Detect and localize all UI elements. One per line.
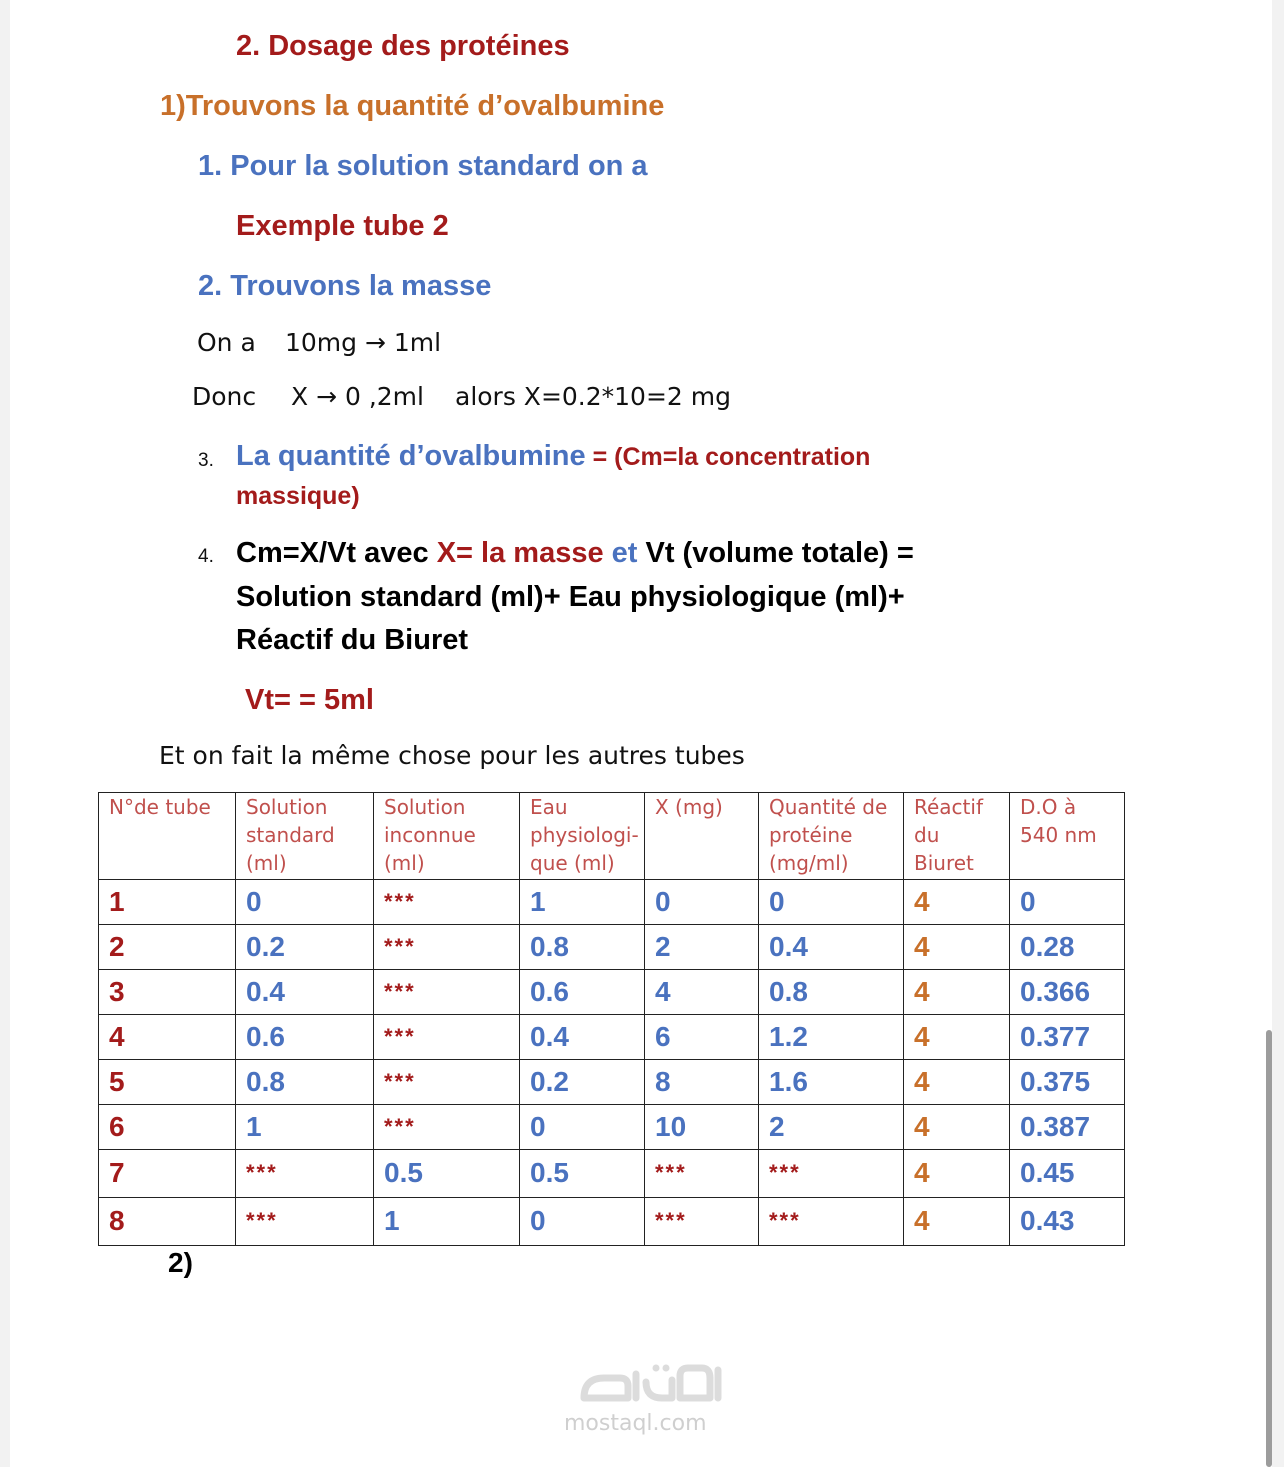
mostaql-watermark-text: mostaql.com — [564, 1411, 707, 1436]
table-cell: *** — [759, 1198, 904, 1246]
table-cell: 0.8 — [759, 970, 904, 1015]
table-header-line: D.O à — [1020, 795, 1077, 819]
table-cell: 0.28 — [1010, 925, 1125, 970]
table-cell: 0.5 — [520, 1150, 645, 1198]
table-cell: 0.45 — [1010, 1150, 1125, 1198]
donc-result: alors X=0.2*10=2 mg — [455, 382, 731, 411]
item-3-red: = (Cm=la concentration — [585, 443, 871, 471]
table-cell: 0.8 — [520, 925, 645, 970]
item-1-heading: 1. Pour la solution standard on a — [198, 150, 648, 182]
table-cell: 0 — [520, 1105, 645, 1150]
item-3-blue: La quantité d’ovalbumine — [236, 440, 586, 472]
table-cell: 0.5 — [374, 1150, 520, 1198]
table-row — [99, 1015, 1125, 1060]
table-cell: *** — [374, 970, 520, 1015]
item-4-line1 — [236, 537, 914, 570]
table-cell: 4 — [904, 1015, 1010, 1060]
table-header-line: Réactif — [914, 795, 983, 819]
table-cell: 1.2 — [759, 1015, 904, 1060]
donc-label: Donc — [192, 382, 257, 411]
heading-trouvons: 1)Trouvons la quantité d’ovalbumine — [160, 90, 665, 122]
table-cell: 4 — [904, 970, 1010, 1015]
table-cell: 8 — [645, 1060, 759, 1105]
item-4-d: Vt (volume totale) = — [637, 537, 914, 569]
table-cell: *** — [374, 925, 520, 970]
table-cell: 0.4 — [759, 925, 904, 970]
table-header-line: (ml) — [246, 851, 287, 875]
table-cell: 6 — [99, 1105, 236, 1150]
table-header-cell — [99, 793, 236, 880]
item-4-a: Cm=X/Vt avec — [236, 537, 437, 569]
table-header-line: 540 nm — [1020, 823, 1097, 847]
table-cell: 1 — [520, 880, 645, 925]
item-2-heading: 2. Trouvons la masse — [198, 270, 492, 302]
table-cell: *** — [236, 1150, 374, 1198]
table-cell: *** — [374, 1105, 520, 1150]
table-body — [99, 880, 1125, 1246]
table-header-cell — [374, 793, 520, 880]
table-cell: *** — [236, 1198, 374, 1246]
table-cell: 10 — [645, 1105, 759, 1150]
item-4-b: X= la masse — [436, 537, 604, 569]
table-header-line: Biuret — [914, 851, 974, 875]
table-header-cell — [520, 793, 645, 880]
table-cell: 1 — [374, 1198, 520, 1246]
table-cell: 1 — [236, 1105, 374, 1150]
table-cell: 0.2 — [520, 1060, 645, 1105]
item-3-text — [236, 440, 870, 473]
item-4-line3: Réactif du Biuret — [236, 624, 469, 656]
table-row — [99, 880, 1125, 925]
item-4-line2: Solution standard (ml)+ Eau physiologique (ml)+ — [236, 581, 905, 613]
table-header-cell — [1010, 793, 1125, 880]
table-cell: 1 — [99, 880, 236, 925]
table-row — [99, 1105, 1125, 1150]
table-header-line: protéine — [769, 823, 853, 847]
table-cell: *** — [374, 880, 520, 925]
item-4-c: et — [603, 537, 638, 569]
section-2-label: 2) — [168, 1247, 193, 1278]
item-4-number: 4. — [198, 546, 214, 567]
table-header-line: Eau — [530, 795, 568, 819]
tube-data-table — [98, 792, 1125, 1246]
table-cell: 4 — [904, 1060, 1010, 1105]
table-cell: 0.43 — [1010, 1198, 1125, 1246]
table-header-line: Solution — [246, 795, 328, 819]
table-row — [99, 1060, 1125, 1105]
table-cell: 0.387 — [1010, 1105, 1125, 1150]
table-header-line: X (mg) — [655, 795, 723, 819]
table-cell: 2 — [99, 925, 236, 970]
on-a-value: 10mg → 1ml — [285, 328, 442, 357]
table-cell: 4 — [904, 880, 1010, 925]
table-cell: 0.6 — [520, 970, 645, 1015]
table-cell: 4 — [904, 1198, 1010, 1246]
on-a-label: On a — [197, 328, 256, 357]
table-cell: *** — [374, 1015, 520, 1060]
table-cell: 2 — [645, 925, 759, 970]
table-cell: 4 — [904, 1105, 1010, 1150]
table-header-line: (ml) — [384, 851, 425, 875]
table-cell: 4 — [645, 970, 759, 1015]
table-cell: 4 — [99, 1015, 236, 1060]
table-cell: 0.4 — [520, 1015, 645, 1060]
table-cell: 1.6 — [759, 1060, 904, 1105]
table-cell: 0 — [645, 880, 759, 925]
table-header-line: inconnue — [384, 823, 476, 847]
vt-value: Vt= = 5ml — [245, 684, 374, 716]
table-cell: 3 — [99, 970, 236, 1015]
table-cell: 0.375 — [1010, 1060, 1125, 1105]
table-row — [99, 1198, 1125, 1246]
item-3-red-line2: massique) — [236, 482, 360, 510]
table-row — [99, 925, 1125, 970]
table-cell: 2 — [759, 1105, 904, 1150]
table-header-cell — [904, 793, 1010, 880]
heading-dosage: 2. Dosage des protéines — [236, 30, 570, 62]
table-header-line: du — [914, 823, 940, 847]
table-cell: 8 — [99, 1198, 236, 1246]
table-cell: *** — [645, 1198, 759, 1246]
table-header-line: standard — [246, 823, 335, 847]
table-header-line: Quantité de — [769, 795, 888, 819]
table-cell: 0 — [236, 880, 374, 925]
table-cell: *** — [645, 1150, 759, 1198]
table-header-line: (mg/ml) — [769, 851, 849, 875]
table-header-line: N°de tube — [109, 795, 211, 819]
exemple-heading: Exemple tube 2 — [236, 210, 449, 242]
table-cell: 0.6 — [236, 1015, 374, 1060]
table-header-cell — [759, 793, 904, 880]
table-cell: *** — [374, 1060, 520, 1105]
table-row — [99, 1150, 1125, 1198]
document-page — [10, 0, 1272, 1467]
table-cell: 0.366 — [1010, 970, 1125, 1015]
table-header-row — [99, 793, 1125, 880]
table-cell: 6 — [645, 1015, 759, 1060]
table-cell: 7 — [99, 1150, 236, 1198]
table-cell: *** — [759, 1150, 904, 1198]
table-cell: 0.8 — [236, 1060, 374, 1105]
mostaql-logo-icon — [576, 1360, 730, 1410]
item-3-number: 3. — [198, 450, 214, 471]
et-on-fait-text: Et on fait la même chose pour les autres tubes — [159, 741, 745, 770]
table-cell: 0.377 — [1010, 1015, 1125, 1060]
table-cell: 0.2 — [236, 925, 374, 970]
table-cell: 0.4 — [236, 970, 374, 1015]
table-cell: 0 — [1010, 880, 1125, 925]
table-cell: 0 — [759, 880, 904, 925]
table-header-cell — [236, 793, 374, 880]
table-cell: 4 — [904, 1150, 1010, 1198]
table-cell: 4 — [904, 925, 1010, 970]
table-header-line: que (ml) — [530, 851, 615, 875]
table-cell: 0 — [520, 1198, 645, 1246]
vertical-scrollbar[interactable] — [1266, 1030, 1272, 1467]
table-header-cell — [645, 793, 759, 880]
donc-x: X → 0 ,2ml — [291, 382, 424, 411]
table-row — [99, 970, 1125, 1015]
table-header-line: Solution — [384, 795, 466, 819]
table-cell: 5 — [99, 1060, 236, 1105]
table-header-line: physiologi- — [530, 823, 639, 847]
